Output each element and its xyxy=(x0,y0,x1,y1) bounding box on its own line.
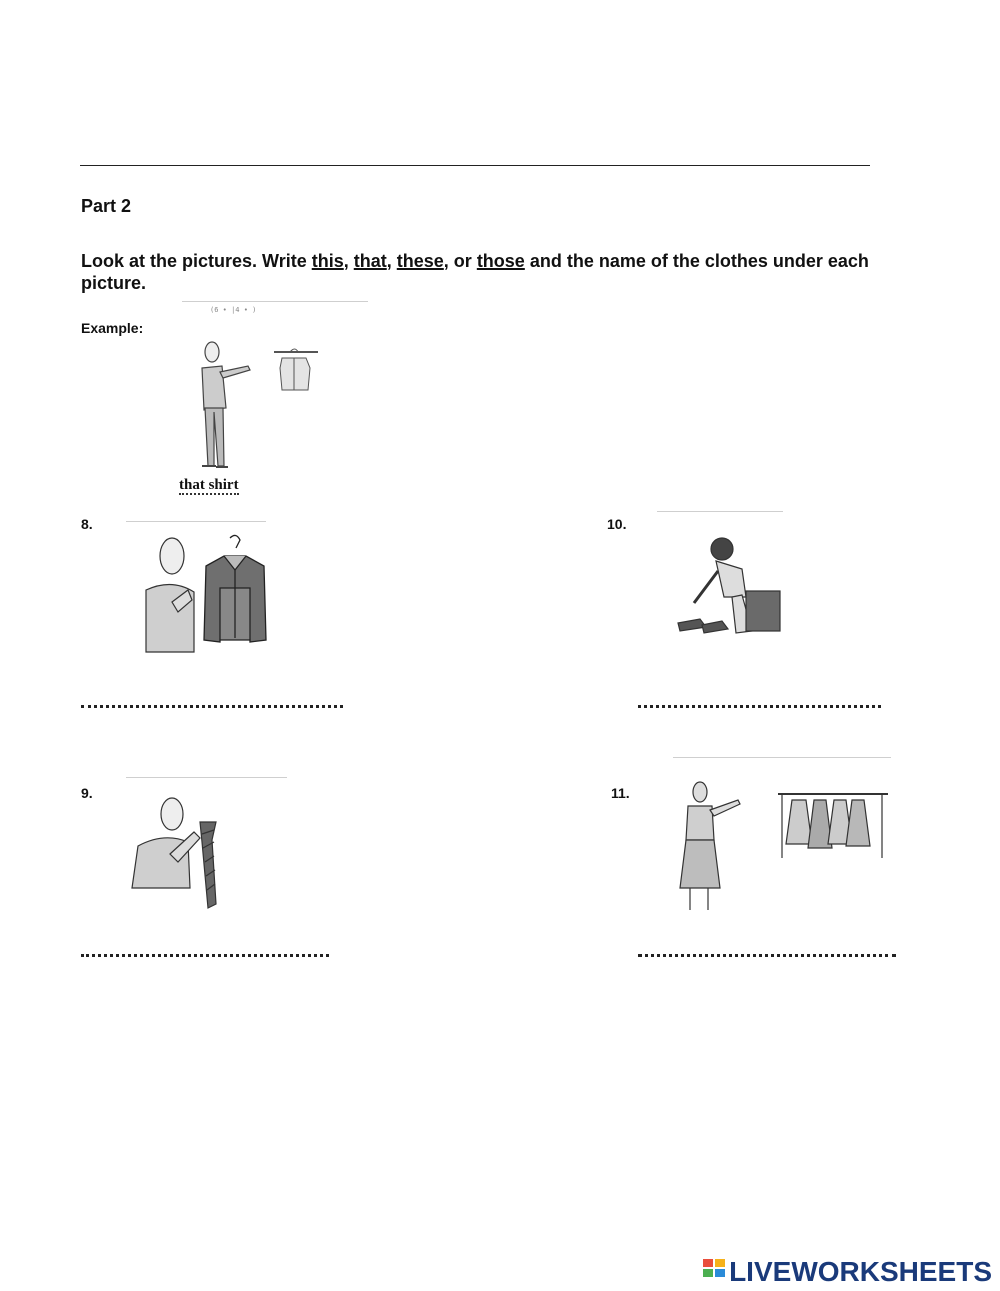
example-answer: that shirt xyxy=(179,477,239,493)
answer-line-11[interactable] xyxy=(638,954,896,957)
brand-logo xyxy=(703,1256,992,1288)
instructions: Look at the pictures. Write this, that, these, or those and the name of the clothes under each picture. xyxy=(81,251,869,293)
item-number-9: 9. xyxy=(81,785,93,801)
answer-line-8[interactable] xyxy=(81,705,343,708)
example-picture-icon xyxy=(190,338,330,473)
example-label: Example: xyxy=(81,320,144,336)
item-number-11: 11. xyxy=(611,785,630,801)
logo-block xyxy=(703,1259,713,1267)
jacket-picture-icon xyxy=(132,530,272,660)
logo-block xyxy=(703,1269,713,1277)
top-rule xyxy=(80,165,870,166)
shoes-picture-icon xyxy=(672,535,792,645)
part-title: Part 2 xyxy=(81,196,132,216)
faint-rule xyxy=(673,757,891,758)
item-number-8: 8. xyxy=(81,516,93,532)
faint-rule xyxy=(126,521,266,522)
faint-rule xyxy=(657,511,783,512)
logo-block xyxy=(715,1259,725,1267)
tie-picture-icon xyxy=(128,792,238,910)
item-number-10: 10. xyxy=(607,516,627,532)
dresses-picture-icon xyxy=(676,778,896,918)
logo-blocks-icon xyxy=(703,1259,725,1285)
logo-block xyxy=(715,1269,725,1277)
answer-line-10[interactable] xyxy=(638,705,881,708)
faint-rule xyxy=(182,301,368,302)
tiny-caption: (6 • |4 • ) xyxy=(210,306,257,314)
answer-line-9[interactable] xyxy=(81,954,329,957)
brand-name: LIVEWORKSHEETS xyxy=(729,1256,992,1287)
faint-rule xyxy=(126,777,287,778)
